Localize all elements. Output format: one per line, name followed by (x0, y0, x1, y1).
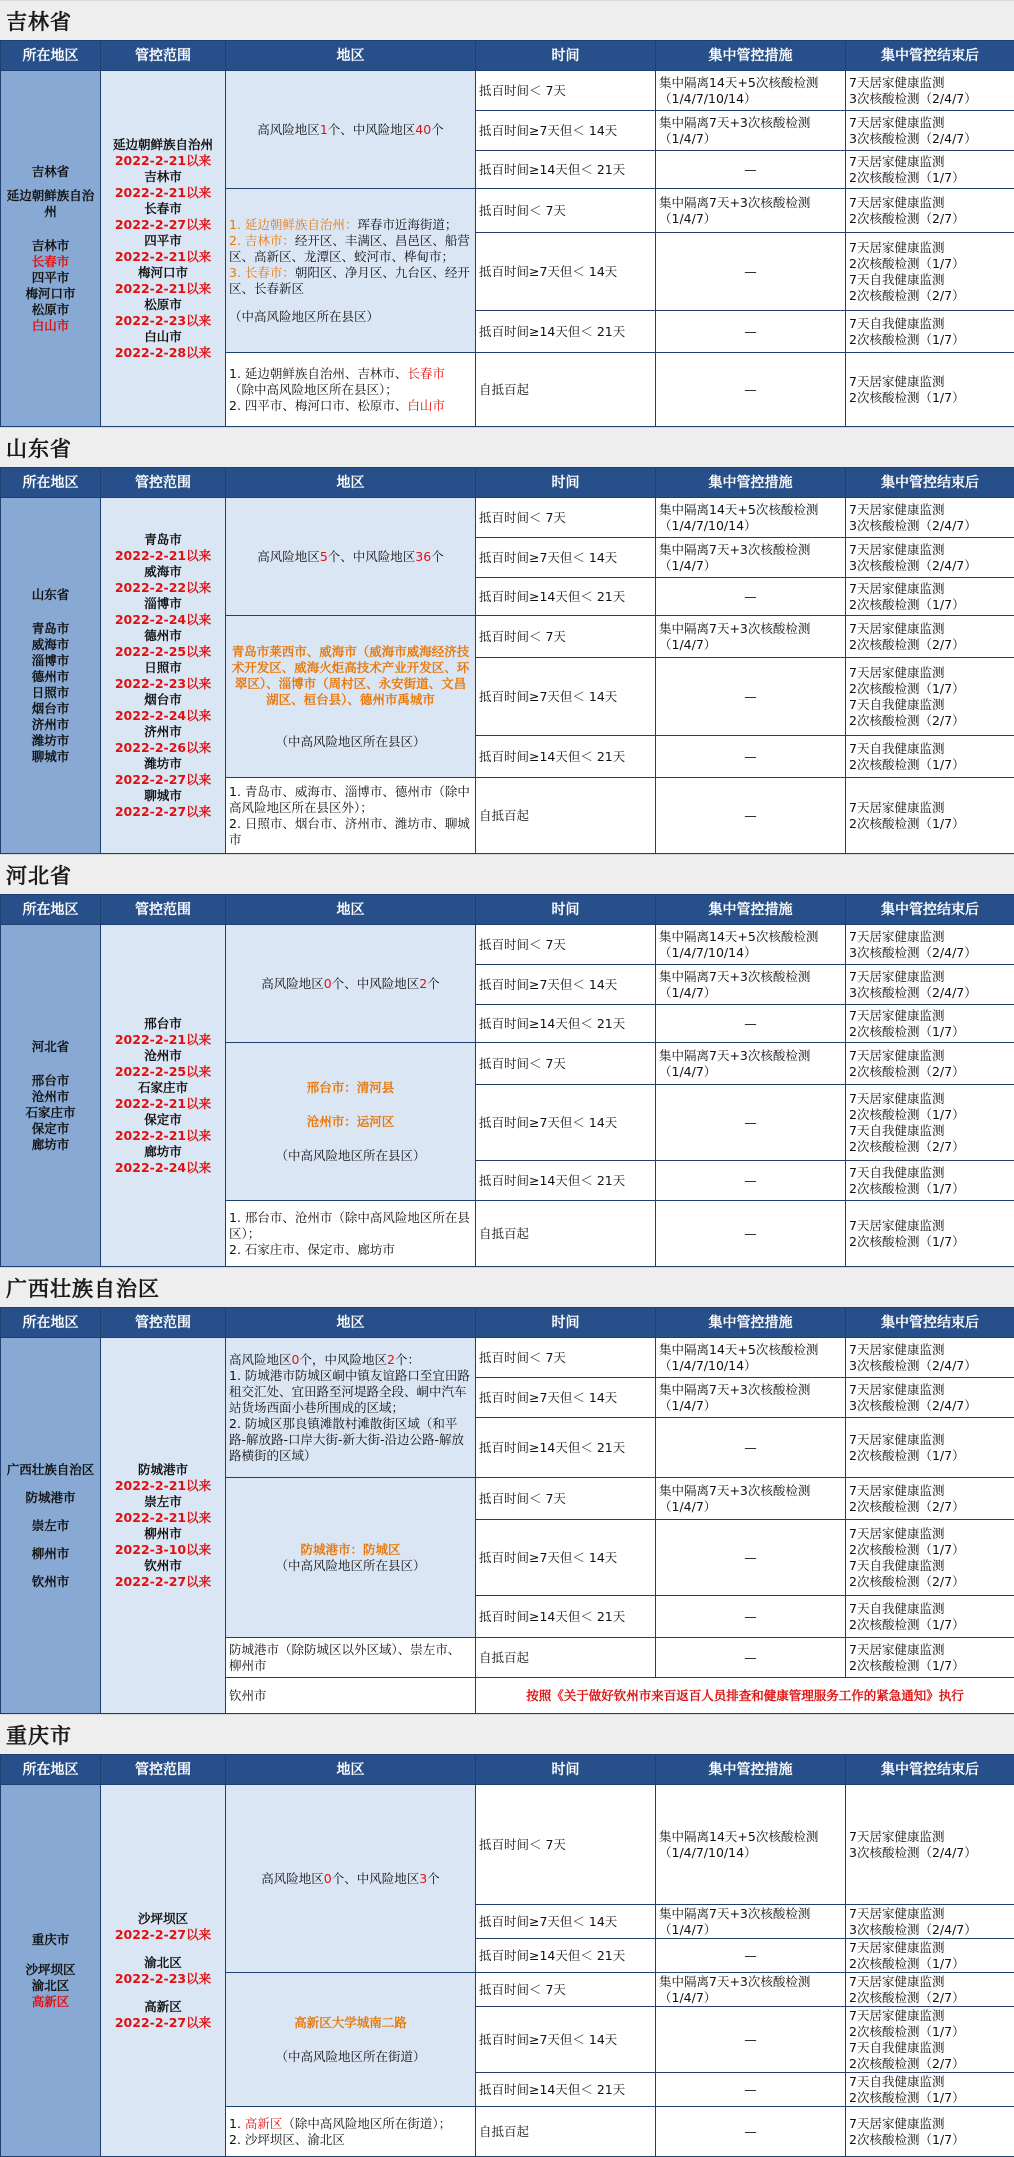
table-row (1, 925, 1014, 965)
time-cell: 抵百时间≥7天但＜ 14天 (476, 1378, 656, 1418)
measure-cell: 集中隔离14天+5次核酸检测 （1/4/7/10/14） (656, 498, 846, 538)
after-cell: 7天居家健康监测 2次核酸检测（2/7） (846, 1043, 1014, 1085)
after-cell: 7天居家健康监测 3次核酸检测（2/4/7） (846, 111, 1014, 151)
col-header-range: 管控范围 (101, 1755, 226, 1785)
col-header-measures: 集中管控措施 (656, 41, 846, 71)
table-row (1, 1785, 1014, 1905)
time-cell: 自抵百起 (476, 353, 656, 427)
area-mid-zone: 1. 延边朝鲜族自治州：珲春市近海街道； 2. 吉林市：经开区、丰满区、昌邑区、船营区、高新区、龙潭区、蛟河市、桦甸市； 3. 长春市：朝阳区、净月区、九台区、经开区、长春新区 （中高风险地区所在县区） (226, 189, 476, 353)
measure-cell: 集中隔离14天+5次核酸检测 （1/4/7/10/14） (656, 1338, 846, 1378)
after-cell: 7天居家健康监测 2次核酸检测（1/7） (846, 151, 1014, 189)
area-high-risk: 高风险地区0个，中风险地区2个： 1. 防城港市防城区峒中镇友谊路口至宜田路租交汇处、宜田路至河堤路全段、峒中汽车站货场西面小巷所围成的区域； 2. 防城区那良镇滩散村滩散街区域（和平路-解放路-口岸大街-新大街-沿边公路-解放路横街的区域） (226, 1338, 476, 1478)
measure-cell: — (656, 1418, 846, 1478)
notice-text: 按照《关于做好钦州市来百返百人员排查和健康管理服务工作的紧急通知》执行 (476, 1678, 1014, 1714)
col-header-measures: 集中管控措施 (656, 895, 846, 925)
after-cell: 7天自我健康监测 2次核酸检测（1/7） (846, 1596, 1014, 1638)
time-cell: 抵百时间＜ 7天 (476, 1043, 656, 1085)
col-header-range: 管控范围 (101, 468, 226, 498)
measure-cell: — (656, 1520, 846, 1596)
col-header-region: 所在地区 (1, 41, 101, 71)
measure-cell: — (656, 151, 846, 189)
control-table-jilin (0, 40, 1014, 427)
measure-cell: — (656, 1596, 846, 1638)
measure-cell: — (656, 578, 846, 616)
region-cell: 吉林省 延边朝鲜族自治州 吉林市 长春市 四平市 梅河口市 松原市 白山市 (1, 71, 101, 427)
after-cell: 7天居家健康监测 3次核酸检测（2/4/7） (846, 498, 1014, 538)
province-title: 吉林省 (6, 6, 72, 36)
time-cell: 抵百时间＜ 7天 (476, 925, 656, 965)
time-cell: 自抵百起 (476, 1201, 656, 1267)
region-cell: 广西壮族自治区 防城港市 崇左市 柳州市 钦州市 (1, 1338, 101, 1714)
region-cell: 河北省 邢台市 沧州市 石家庄市 保定市 廊坊市 (1, 925, 101, 1267)
area-other: 防城港市（除防城区以外区域）、崇左市、柳州市 (226, 1638, 476, 1678)
col-header-area: 地区 (226, 895, 476, 925)
table-header-row (1, 1308, 1014, 1338)
col-header-area: 地区 (226, 1308, 476, 1338)
control-table-chongqing (0, 1754, 1014, 2157)
measure-cell: — (656, 1085, 846, 1161)
area-mid-zone: 防城港市：防城区 （中高风险地区所在县区） (226, 1478, 476, 1638)
time-cell: 抵百时间≥14天但＜ 21天 (476, 311, 656, 353)
time-cell: 抵百时间＜ 7天 (476, 1478, 656, 1520)
measure-cell: 集中隔离7天+3次核酸检测 （1/4/7） (656, 1478, 846, 1520)
time-cell: 抵百时间≥14天但＜ 21天 (476, 1161, 656, 1201)
after-cell: 7天居家健康监测 3次核酸检测（2/4/7） (846, 1378, 1014, 1418)
after-cell: 7天居家健康监测 2次核酸检测（1/7） (846, 1638, 1014, 1678)
after-cell: 7天居家健康监测 2次核酸检测（2/7） (846, 189, 1014, 233)
col-header-area: 地区 (226, 1755, 476, 1785)
measure-cell: 集中隔离7天+3次核酸检测 （1/4/7） (656, 111, 846, 151)
region-cell: 山东省 青岛市 威海市 淄博市 德州市 日照市 烟台市 济州市 潍坊市 聊城市 (1, 498, 101, 854)
time-cell: 抵百时间＜ 7天 (476, 1338, 656, 1378)
province-header-jilin (0, 0, 1014, 40)
measure-cell: 集中隔离7天+3次核酸检测 （1/4/7） (656, 616, 846, 658)
col-header-region: 所在地区 (1, 1308, 101, 1338)
measure-cell: — (656, 1005, 846, 1043)
region-cell: 重庆市 沙坪坝区 渝北区 高新区 (1, 1785, 101, 2157)
measure-cell: 集中隔离14天+5次核酸检测 （1/4/7/10/14） (656, 925, 846, 965)
after-cell: 7天居家健康监测 2次核酸检测（1/7） 7天自我健康监测 2次核酸检测（2/7） (846, 2007, 1014, 2073)
after-cell: 7天居家健康监测 3次核酸检测（2/4/7） (846, 1338, 1014, 1378)
control-table-shandong (0, 467, 1014, 854)
time-cell: 自抵百起 (476, 778, 656, 854)
after-cell: 7天居家健康监测 2次核酸检测（1/7） 7天自我健康监测 2次核酸检测（2/7） (846, 233, 1014, 311)
range-cell: 延边朝鲜族自治州 2022-2-21以来 吉林市 2022-2-21以来 长春市 2022-2-27以来 四平市 2022-2-21以来 梅河口市 2022-2-21以来 松原市 2022-2-23以来 白山市 2022-2-28以来 (101, 71, 226, 427)
col-header-area: 地区 (226, 41, 476, 71)
after-cell: 7天居家健康监测 2次核酸检测（1/7） (846, 578, 1014, 616)
time-cell: 抵百时间≥14天但＜ 21天 (476, 1939, 656, 1973)
after-cell: 7天居家健康监测 3次核酸检测（2/4/7） (846, 1905, 1014, 1939)
table-row (1, 1338, 1014, 1378)
measure-cell: — (656, 353, 846, 427)
table-header-row (1, 1755, 1014, 1785)
after-cell: 7天居家健康监测 2次核酸检测（1/7） (846, 2107, 1014, 2157)
measure-cell: — (656, 658, 846, 736)
province-header-chongqing (0, 1714, 1014, 1754)
measure-cell: 集中隔离14天+5次核酸检测 （1/4/7/10/14） (656, 1785, 846, 1905)
time-cell: 抵百时间≥14天但＜ 21天 (476, 578, 656, 616)
time-cell: 自抵百起 (476, 2107, 656, 2157)
table-header-row (1, 41, 1014, 71)
after-cell: 7天居家健康监测 2次核酸检测（1/7） (846, 778, 1014, 854)
col-header-time: 时间 (476, 895, 656, 925)
measure-cell: 集中隔离7天+3次核酸检测 （1/4/7） (656, 538, 846, 578)
area-other: 1. 邢台市、沧州市（除中高风险地区所在县区）； 2. 石家庄市、保定市、廊坊市 (226, 1201, 476, 1267)
measure-cell: — (656, 1161, 846, 1201)
measure-cell: — (656, 2073, 846, 2107)
time-cell: 抵百时间≥7天但＜ 14天 (476, 111, 656, 151)
province-header-guangxi (0, 1267, 1014, 1307)
area-mid-zone: 高新区大学城南二路 （中高风险地区所在街道） (226, 1973, 476, 2107)
area-other: 1. 青岛市、威海市、淄博市、德州市（除中高风险地区所在县区外）； 2. 日照市、烟台市、济州市、潍坊市、聊城市 (226, 778, 476, 854)
after-cell: 7天居家健康监测 2次核酸检测（1/7） 7天自我健康监测 2次核酸检测（2/7） (846, 1085, 1014, 1161)
after-cell: 7天居家健康监测 2次核酸检测（1/7） (846, 1939, 1014, 1973)
col-header-measures: 集中管控措施 (656, 468, 846, 498)
control-table-guangxi (0, 1307, 1014, 1714)
time-cell: 抵百时间≥7天但＜ 14天 (476, 1520, 656, 1596)
measure-cell: — (656, 233, 846, 311)
measure-cell: 集中隔离7天+3次核酸检测 （1/4/7） (656, 1973, 846, 2007)
after-cell: 7天居家健康监测 2次核酸检测（1/7） 7天自我健康监测 2次核酸检测（2/7） (846, 658, 1014, 736)
after-cell: 7天居家健康监测 3次核酸检测（2/4/7） (846, 71, 1014, 111)
province-title: 广西壮族自治区 (6, 1273, 160, 1303)
province-header-hebei (0, 854, 1014, 894)
province-title: 重庆市 (6, 1720, 72, 1750)
col-header-range: 管控范围 (101, 1308, 226, 1338)
after-cell: 7天居家健康监测 3次核酸检测（2/4/7） (846, 965, 1014, 1005)
area-high-risk: 高风险地区5个、中风险地区36个 (226, 498, 476, 616)
time-cell: 抵百时间＜ 7天 (476, 71, 656, 111)
after-cell: 7天居家健康监测 2次核酸检测（1/7） (846, 353, 1014, 427)
time-cell: 抵百时间≥14天但＜ 21天 (476, 1005, 656, 1043)
measure-cell: — (656, 1939, 846, 1973)
measure-cell: — (656, 311, 846, 353)
area-mid-zone: 邢台市：清河县 沧州市：运河区 （中高风险地区所在县区） (226, 1043, 476, 1201)
area-other: 1. 高新区（除中高风险地区所在街道）； 2. 沙坪坝区、渝北区 (226, 2107, 476, 2157)
col-header-after: 集中管控结束后 (846, 1755, 1014, 1785)
time-cell: 抵百时间≥7天但＜ 14天 (476, 538, 656, 578)
measure-cell: 集中隔离7天+3次核酸检测 （1/4/7） (656, 1043, 846, 1085)
after-cell: 7天居家健康监测 3次核酸检测（2/4/7） (846, 925, 1014, 965)
province-title: 河北省 (6, 860, 72, 890)
measure-cell: 集中隔离7天+3次核酸检测 （1/4/7） (656, 189, 846, 233)
range-cell: 青岛市 2022-2-21以来 威海市 2022-2-22以来 淄博市 2022-2-24以来 德州市 2022-2-25以来 日照市 2022-2-23以来 烟台市 2022-2-24以来 济州市 2022-2-26以来 潍坊市 2022-2-27以来 聊城市 2022-2-27以来 (101, 498, 226, 854)
time-cell: 抵百时间≥14天但＜ 21天 (476, 736, 656, 778)
time-cell: 抵百时间≥7天但＜ 14天 (476, 1905, 656, 1939)
time-cell: 抵百时间≥14天但＜ 21天 (476, 1418, 656, 1478)
area-high-risk: 高风险地区0个、中风险地区2个 (226, 925, 476, 1043)
table-row (1, 498, 1014, 538)
time-cell: 抵百时间≥14天但＜ 21天 (476, 2073, 656, 2107)
time-cell: 抵百时间＜ 7天 (476, 189, 656, 233)
after-cell: 7天自我健康监测 2次核酸检测（1/7） (846, 736, 1014, 778)
time-cell: 自抵百起 (476, 1638, 656, 1678)
col-header-measures: 集中管控措施 (656, 1755, 846, 1785)
after-cell: 7天居家健康监测 2次核酸检测（1/7） (846, 1201, 1014, 1267)
col-header-time: 时间 (476, 1308, 656, 1338)
col-header-after: 集中管控结束后 (846, 468, 1014, 498)
col-header-region: 所在地区 (1, 1755, 101, 1785)
time-cell: 抵百时间≥14天但＜ 21天 (476, 151, 656, 189)
control-table-hebei (0, 894, 1014, 1267)
col-header-region: 所在地区 (1, 895, 101, 925)
measure-cell: — (656, 1201, 846, 1267)
time-cell: 抵百时间＜ 7天 (476, 616, 656, 658)
time-cell: 抵百时间≥7天但＜ 14天 (476, 2007, 656, 2073)
time-cell: 抵百时间≥7天但＜ 14天 (476, 233, 656, 311)
province-title: 山东省 (6, 433, 72, 463)
measure-cell: — (656, 778, 846, 854)
after-cell: 7天居家健康监测 3次核酸检测（2/4/7） (846, 1785, 1014, 1905)
col-header-range: 管控范围 (101, 41, 226, 71)
after-cell: 7天居家健康监测 2次核酸检测（2/7） (846, 1973, 1014, 2007)
col-header-time: 时间 (476, 1755, 656, 1785)
measure-cell: — (656, 1638, 846, 1678)
area-qinzhou: 钦州市 (226, 1678, 476, 1714)
table-header-row (1, 895, 1014, 925)
after-cell: 7天居家健康监测 2次核酸检测（1/7） (846, 1418, 1014, 1478)
range-cell: 邢台市 2022-2-21以来 沧州市 2022-2-25以来 石家庄市 2022-2-21以来 保定市 2022-2-21以来 廊坊市 2022-2-24以来 (101, 925, 226, 1267)
area-other: 1. 延边朝鲜族自治州、吉林市、长春市 （除中高风险地区所在县区）； 2. 四平市、梅河口市、松原市、白山市 (226, 353, 476, 427)
col-header-region: 所在地区 (1, 468, 101, 498)
col-header-after: 集中管控结束后 (846, 1308, 1014, 1338)
table-row (1, 71, 1014, 111)
area-high-risk: 高风险地区0个、中风险地区3个 (226, 1785, 476, 1973)
time-cell: 抵百时间≥7天但＜ 14天 (476, 658, 656, 736)
after-cell: 7天居家健康监测 2次核酸检测（2/7） (846, 616, 1014, 658)
area-high-risk: 高风险地区1个、中风险地区40个 (226, 71, 476, 189)
col-header-time: 时间 (476, 41, 656, 71)
time-cell: 抵百时间＜ 7天 (476, 498, 656, 538)
col-header-measures: 集中管控措施 (656, 1308, 846, 1338)
province-header-shandong (0, 427, 1014, 467)
measure-cell: — (656, 736, 846, 778)
table-header-row (1, 468, 1014, 498)
range-cell: 防城港市 2022-2-21以来 崇左市 2022-2-21以来 柳州市 2022-3-10以来 钦州市 2022-2-27以来 (101, 1338, 226, 1714)
col-header-area: 地区 (226, 468, 476, 498)
area-mid-zone: 青岛市莱西市、威海市（威海市威海经济技术开发区、威海火炬高技术产业开发区、环翠区）、淄博市（周村区、永安街道、文昌湖区、桓台县）、德州市禹城市 （中高风险地区所在县区） (226, 616, 476, 778)
time-cell: 抵百时间≥7天但＜ 14天 (476, 965, 656, 1005)
col-header-after: 集中管控结束后 (846, 895, 1014, 925)
measure-cell: 集中隔离7天+3次核酸检测 （1/4/7） (656, 965, 846, 1005)
measure-cell: — (656, 2107, 846, 2157)
col-header-range: 管控范围 (101, 895, 226, 925)
measure-cell: 集中隔离7天+3次核酸检测 （1/4/7） (656, 1905, 846, 1939)
time-cell: 抵百时间＜ 7天 (476, 1785, 656, 1905)
range-cell: 沙坪坝区 2022-2-27以来 渝北区 2022-2-23以来 高新区 2022-2-27以来 (101, 1785, 226, 2157)
col-header-time: 时间 (476, 468, 656, 498)
col-header-after: 集中管控结束后 (846, 41, 1014, 71)
time-cell: 抵百时间≥14天但＜ 21天 (476, 1596, 656, 1638)
measure-cell: 集中隔离7天+3次核酸检测 （1/4/7） (656, 1378, 846, 1418)
after-cell: 7天自我健康监测 2次核酸检测（1/7） (846, 1161, 1014, 1201)
time-cell: 抵百时间＜ 7天 (476, 1973, 656, 2007)
after-cell: 7天居家健康监测 3次核酸检测（2/4/7） (846, 538, 1014, 578)
after-cell: 7天自我健康监测 2次核酸检测（1/7） (846, 2073, 1014, 2107)
time-cell: 抵百时间≥7天但＜ 14天 (476, 1085, 656, 1161)
after-cell: 7天居家健康监测 2次核酸检测（1/7） (846, 1005, 1014, 1043)
after-cell: 7天居家健康监测 2次核酸检测（1/7） 7天自我健康监测 2次核酸检测（2/7） (846, 1520, 1014, 1596)
after-cell: 7天居家健康监测 2次核酸检测（2/7） (846, 1478, 1014, 1520)
measure-cell: 集中隔离14天+5次核酸检测 （1/4/7/10/14） (656, 71, 846, 111)
measure-cell: — (656, 2007, 846, 2073)
after-cell: 7天自我健康监测 2次核酸检测（1/7） (846, 311, 1014, 353)
